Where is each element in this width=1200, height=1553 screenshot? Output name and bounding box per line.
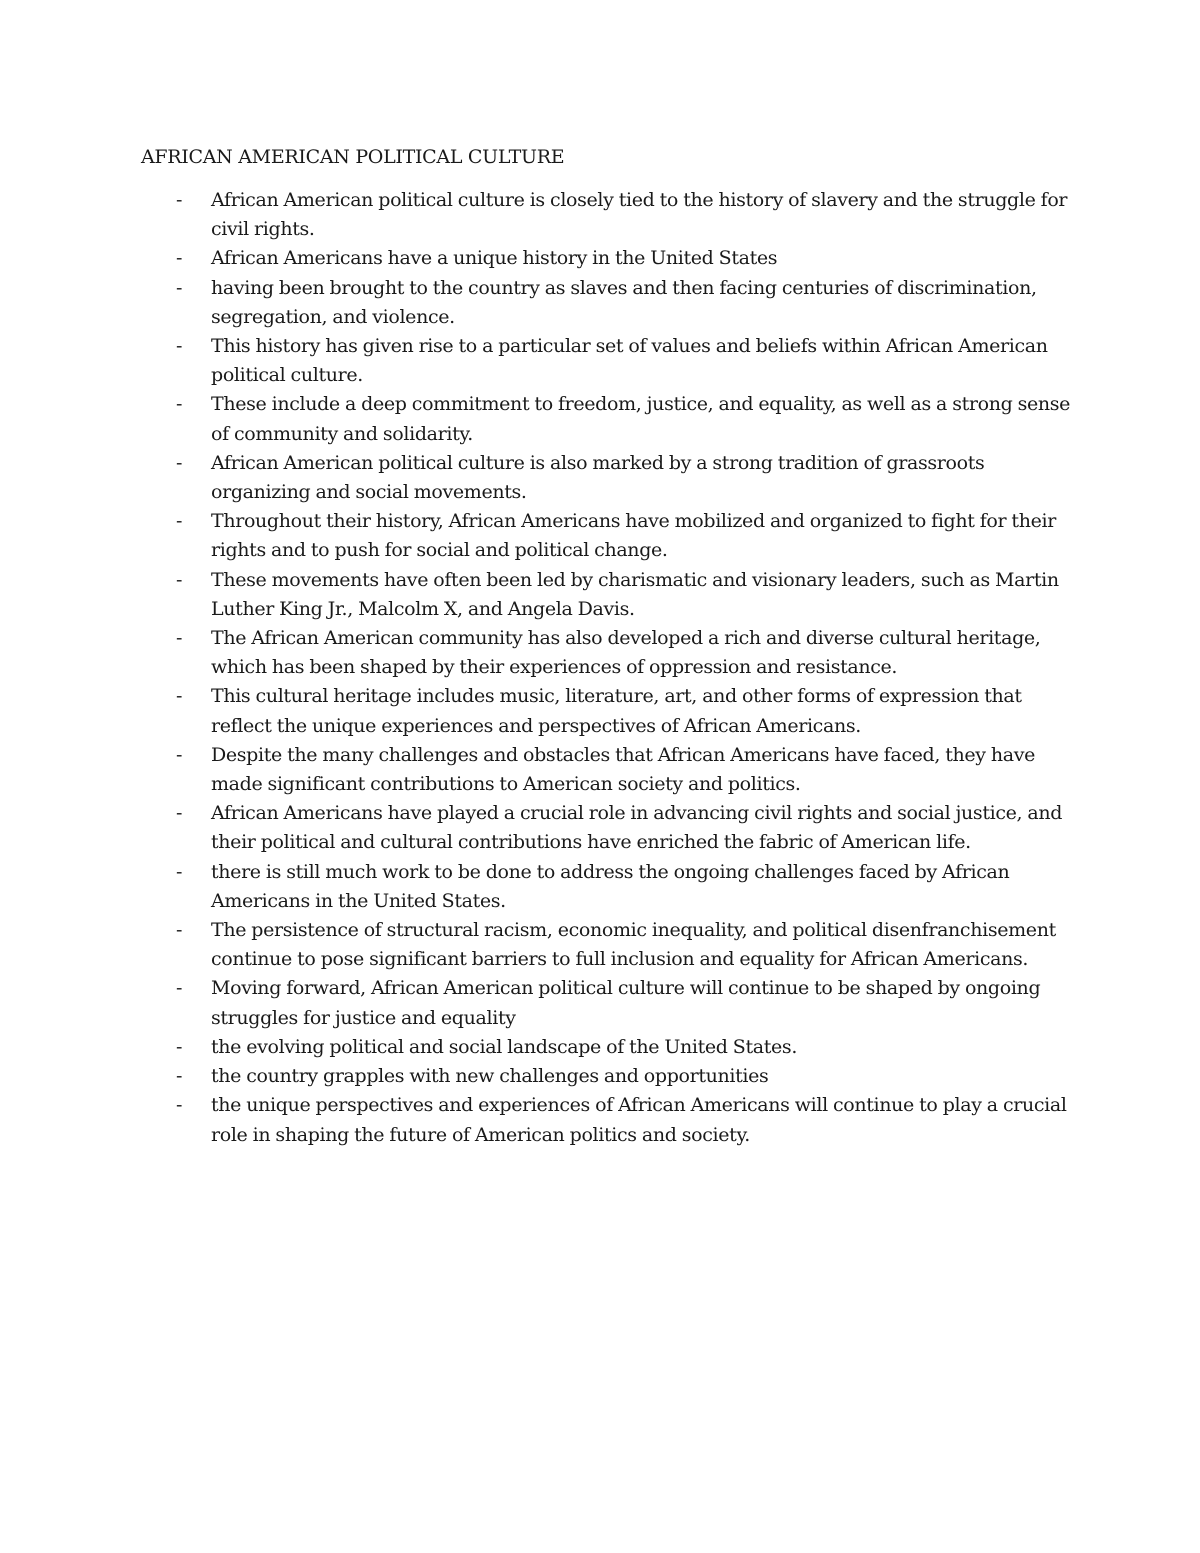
bullet-text: African Americans have a unique history in the United States [211,247,778,270]
bullet-text: African American political culture is also marked by a strong tradition of grassroots organizing and social movements. [211,451,985,504]
bullet-marker: - [176,393,183,416]
bullet-text: African Americans have played a crucial role in advancing civil rights and social justice, and their political and cultural contributions have enriched the fabric of American life. [211,802,1063,854]
bullet-marker: - [176,1094,183,1117]
bullet-text: These include a deep commitment to freedom, justice, and equality, as well as a strong sense of community and solidarity. [211,393,1071,445]
list-item [176,858,1076,916]
bullet-list [176,186,1076,1150]
list-item [176,1033,1076,1062]
list-item [176,449,1076,507]
bullet-marker: - [176,451,183,474]
bullet-text: having been brought to the country as slaves and then facing centuries of discrimination, segregation, and violence. [211,276,1037,328]
bullet-text: there is still much work to be done to address the ongoing challenges faced by African Americans in the United States. [211,860,1010,912]
list-item [176,244,1076,273]
bullet-text: the evolving political and social landscape of the United States. [211,1035,798,1058]
bullet-marker: - [176,919,183,942]
bullet-text: African American political culture is closely tied to the history of slavery and the struggle for civil rights. [211,189,1068,241]
document-title: AFRICAN AMERICAN POLITICAL CULTURE [141,146,565,168]
list-item [176,1062,1076,1091]
bullet-marker: - [176,510,183,533]
bullet-text: The African American community has also developed a rich and diverse cultural heritage, which has been shaped by their experiences of oppression and resistance. [211,627,1041,679]
bullet-text: The persistence of structural racism, economic inequality, and political disenfranchisement continue to pose significant barriers to full inclusion and equality for African Americans. [211,919,1056,971]
list-item [176,507,1076,565]
list-item [176,566,1076,624]
bullet-marker: - [176,860,183,883]
bullet-marker: - [176,977,183,1000]
bullet-marker: - [176,276,183,299]
bullet-marker: - [176,1065,183,1088]
bullet-marker: - [176,743,183,766]
bullet-text: the unique perspectives and experiences of African Americans will continue to play a crucial role in shaping the future of American politics and society. [211,1094,1067,1146]
bullet-text: These movements have often been led by charismatic and visionary leaders, such as Martin Luther King Jr., Malcolm X, and Angela Davis. [211,568,1059,620]
list-item [176,916,1076,974]
bullet-text: Despite the many challenges and obstacles that African Americans have faced, they have made significant contributions to American society and politics. [211,743,1036,796]
list-item [176,186,1076,244]
bullet-marker: - [176,685,183,708]
list-item [176,274,1076,332]
bullet-marker: - [176,802,183,825]
bullet-marker: - [176,1035,183,1058]
bullet-text: This cultural heritage includes music, literature, art, and other forms of expression that reflect the unique experiences and perspectives of African Americans. [211,685,1022,737]
list-item [176,332,1076,390]
list-item [176,799,1076,857]
list-item [176,974,1076,1032]
bullet-marker: - [176,568,183,591]
list-item [176,624,1076,682]
list-item [176,741,1076,799]
list-item [176,390,1076,448]
bullet-marker: - [176,335,183,358]
list-item [176,1091,1076,1149]
bullet-text: This history has given rise to a particular set of values and beliefs within African American political culture. [211,335,1048,387]
bullet-marker: - [176,189,183,211]
bullet-marker: - [176,627,183,650]
list-item [176,682,1076,740]
bullet-text: Moving forward, African American political culture will continue to be shaped by ongoing struggles for justice and equality [211,977,1041,1029]
bullet-marker: - [176,247,183,270]
bullet-text: Throughout their history, African Americans have mobilized and organized to fight for their rights and to push for social and political change. [211,510,1056,562]
bullet-text: the country grapples with new challenges and opportunities [211,1065,769,1088]
